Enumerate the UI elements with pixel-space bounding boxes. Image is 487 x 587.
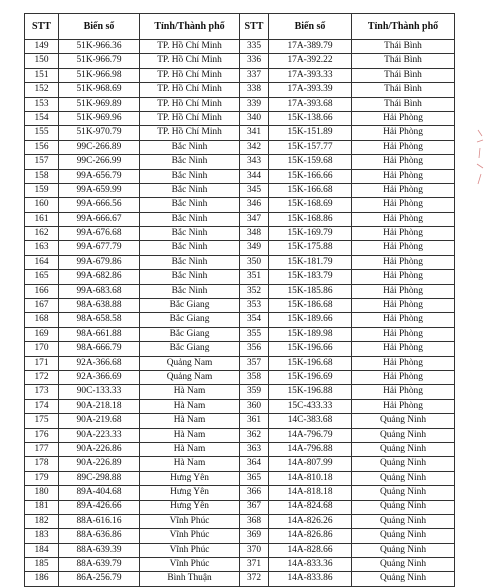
cell-plate-right: 17A-393.68 [269,97,352,111]
cell-province-left: Bắc Giang [140,342,240,356]
cell-stt-left: 155 [25,126,59,140]
cell-plate-right: 14A-826.86 [269,529,352,543]
cell-province-left: Vĩnh Phúc [140,558,240,572]
cell-plate-right: 14A-833.36 [269,558,352,572]
cell-province-right: Thái Bình [352,83,455,97]
cell-province-left: Hà Nam [140,399,240,413]
cell-plate-right: 15K-166.68 [269,183,352,197]
cell-stt-left: 182 [25,514,59,528]
cell-province-right: Hải Phòng [352,327,455,341]
table-row [25,255,455,269]
table-row [25,414,455,428]
cell-stt-right: 359 [240,385,269,399]
cell-stt-left: 162 [25,227,59,241]
header-plate-left: Biển số [59,14,140,40]
cell-plate-right: 14A-796.88 [269,442,352,456]
cell-plate-left: 99C-266.89 [59,140,140,154]
cell-stt-right: 341 [240,126,269,140]
cell-stt-right: 371 [240,558,269,572]
cell-province-right: Hải Phòng [352,140,455,154]
cell-stt-right: 337 [240,68,269,82]
header-plate-right: Biển số [269,14,352,40]
cell-stt-right: 335 [240,40,269,54]
cell-province-left: Hà Nam [140,414,240,428]
cell-province-right: Quảng Ninh [352,514,455,528]
cell-plate-left: 86A-256.79 [59,572,140,586]
cell-plate-right: 14A-826.26 [269,514,352,528]
cell-stt-right: 366 [240,486,269,500]
table-row [25,500,455,514]
cell-plate-left: 88A-639.79 [59,558,140,572]
cell-province-right: Hải Phòng [352,169,455,183]
table-row [25,111,455,125]
cell-plate-right: 14C-383.68 [269,414,352,428]
cell-plate-left: 99A-682.86 [59,270,140,284]
cell-stt-left: 183 [25,529,59,543]
cell-stt-right: 339 [240,97,269,111]
cell-province-left: Vĩnh Phúc [140,543,240,557]
table-row [25,299,455,313]
cell-stt-left: 153 [25,97,59,111]
cell-stt-right: 363 [240,442,269,456]
cell-stt-right: 362 [240,428,269,442]
cell-province-left: Bắc Ninh [140,198,240,212]
cell-province-left: TP. Hồ Chí Minh [140,54,240,68]
cell-province-left: Bắc Ninh [140,169,240,183]
cell-stt-right: 357 [240,356,269,370]
cell-stt-left: 166 [25,284,59,298]
cell-plate-left: 99A-679.86 [59,255,140,269]
cell-stt-right: 342 [240,140,269,154]
cell-province-right: Quảng Ninh [352,558,455,572]
cell-plate-right: 15K-196.69 [269,370,352,384]
table-row [25,140,455,154]
cell-stt-right: 336 [240,54,269,68]
cell-stt-right: 364 [240,457,269,471]
cell-plate-right: 15K-157.77 [269,140,352,154]
cell-plate-right: 15K-183.79 [269,270,352,284]
cell-province-right: Thái Bình [352,97,455,111]
cell-plate-right: 15K-151.89 [269,126,352,140]
header-stt-right: STT [240,14,269,40]
cell-province-right: Hải Phòng [352,370,455,384]
cell-plate-left: 51K-966.79 [59,54,140,68]
cell-province-right: Hải Phòng [352,111,455,125]
cell-province-right: Hải Phòng [352,313,455,327]
cell-province-left: TP. Hồ Chí Minh [140,111,240,125]
cell-plate-left: 90C-133.33 [59,385,140,399]
cell-province-right: Quảng Ninh [352,486,455,500]
table-row [25,241,455,255]
cell-plate-right: 15K-185.86 [269,284,352,298]
cell-province-left: Hưng Yên [140,500,240,514]
cell-stt-left: 161 [25,212,59,226]
table-row [25,356,455,370]
cell-plate-left: 99A-683.68 [59,284,140,298]
cell-plate-right: 17A-389.79 [269,40,352,54]
table-row [25,270,455,284]
cell-province-left: Hưng Yên [140,471,240,485]
table-row [25,169,455,183]
table-row [25,183,455,197]
cell-plate-left: 90A-218.18 [59,399,140,413]
cell-province-left: Bắc Ninh [140,270,240,284]
cell-province-right: Quảng Ninh [352,457,455,471]
cell-province-right: Hải Phòng [352,227,455,241]
cell-province-left: Vĩnh Phúc [140,514,240,528]
cell-plate-right: 15K-186.68 [269,299,352,313]
cell-stt-right: 361 [240,414,269,428]
cell-province-left: Bắc Giang [140,313,240,327]
cell-plate-right: 14A-833.86 [269,572,352,586]
cell-province-right: Hải Phòng [352,183,455,197]
cell-plate-right: 15K-138.66 [269,111,352,125]
cell-plate-left: 90A-219.68 [59,414,140,428]
cell-plate-left: 88A-616.16 [59,514,140,528]
cell-stt-right: 338 [240,83,269,97]
cell-province-right: Quảng Ninh [352,428,455,442]
cell-plate-right: 15K-168.69 [269,198,352,212]
table-row [25,327,455,341]
cell-plate-right: 15K-196.88 [269,385,352,399]
cell-stt-left: 151 [25,68,59,82]
cell-plate-left: 51K-968.69 [59,83,140,97]
cell-plate-right: 15K-189.66 [269,313,352,327]
table-row [25,370,455,384]
header-province-left: Tỉnh/Thành phố [140,14,240,40]
table-row [25,83,455,97]
cell-province-right: Hải Phòng [352,255,455,269]
table-row [25,198,455,212]
cell-province-right: Hải Phòng [352,356,455,370]
cell-plate-left: 99A-677.79 [59,241,140,255]
cell-stt-left: 168 [25,313,59,327]
cell-stt-left: 169 [25,327,59,341]
cell-province-left: Bắc Giang [140,299,240,313]
cell-stt-right: 346 [240,198,269,212]
cell-plate-right: 15K-189.98 [269,327,352,341]
cell-plate-left: 92A-366.68 [59,356,140,370]
cell-stt-right: 354 [240,313,269,327]
table-row [25,457,455,471]
cell-stt-left: 178 [25,457,59,471]
table-row [25,155,455,169]
cell-stt-left: 149 [25,40,59,54]
cell-plate-left: 99A-666.67 [59,212,140,226]
cell-stt-left: 172 [25,370,59,384]
cell-plate-right: 15K-159.68 [269,155,352,169]
table-row [25,529,455,543]
cell-province-right: Hải Phòng [352,241,455,255]
cell-province-left: Bắc Ninh [140,227,240,241]
cell-plate-right: 14A-818.18 [269,486,352,500]
cell-stt-right: 372 [240,572,269,586]
cell-plate-left: 51K-970.79 [59,126,140,140]
cell-province-right: Hải Phòng [352,198,455,212]
cell-stt-right: 350 [240,255,269,269]
cell-plate-left: 99A-666.56 [59,198,140,212]
cell-province-left: Hà Nam [140,428,240,442]
header-row [25,14,455,40]
cell-plate-left: 88A-636.86 [59,529,140,543]
table-row [25,284,455,298]
cell-stt-left: 158 [25,169,59,183]
cell-plate-left: 99A-676.68 [59,227,140,241]
cell-plate-left: 99A-659.99 [59,183,140,197]
cell-plate-left: 92A-366.69 [59,370,140,384]
table-row [25,126,455,140]
cell-stt-left: 164 [25,255,59,269]
cell-stt-left: 150 [25,54,59,68]
cell-plate-left: 90A-223.33 [59,428,140,442]
cell-province-right: Hải Phòng [352,385,455,399]
cell-plate-right: 15K-181.79 [269,255,352,269]
cell-plate-right: 14A-828.66 [269,543,352,557]
cell-province-right: Thái Bình [352,54,455,68]
cell-stt-right: 365 [240,471,269,485]
cell-province-left: Hưng Yên [140,486,240,500]
cell-stt-left: 163 [25,241,59,255]
cell-province-right: Thái Bình [352,68,455,82]
cell-plate-left: 98A-638.88 [59,299,140,313]
cell-stt-left: 159 [25,183,59,197]
cell-plate-right: 15K-196.68 [269,356,352,370]
cell-stt-left: 173 [25,385,59,399]
cell-stt-right: 352 [240,284,269,298]
table-row [25,514,455,528]
cell-plate-right: 15K-168.86 [269,212,352,226]
cell-stt-left: 154 [25,111,59,125]
cell-province-left: TP. Hồ Chí Minh [140,40,240,54]
table-body [25,40,455,587]
cell-province-left: Bắc Ninh [140,241,240,255]
cell-stt-left: 177 [25,442,59,456]
cell-stt-right: 344 [240,169,269,183]
cell-stt-right: 345 [240,183,269,197]
cell-plate-left: 51K-966.98 [59,68,140,82]
table-header [25,14,455,40]
cell-plate-left: 98A-661.88 [59,327,140,341]
cell-province-left: Bắc Ninh [140,155,240,169]
cell-stt-left: 175 [25,414,59,428]
cell-stt-right: 353 [240,299,269,313]
cell-province-right: Thái Bình [352,40,455,54]
cell-plate-left: 89A-426.66 [59,500,140,514]
cell-stt-right: 360 [240,399,269,413]
cell-stt-right: 369 [240,529,269,543]
table-row [25,54,455,68]
cell-province-left: Hà Nam [140,442,240,456]
header-stt-left: STT [25,14,59,40]
cell-plate-right: 14A-796.79 [269,428,352,442]
cell-plate-right: 15K-166.66 [269,169,352,183]
cell-stt-left: 170 [25,342,59,356]
cell-plate-right: 14A-807.99 [269,457,352,471]
table-row [25,385,455,399]
cell-stt-left: 152 [25,83,59,97]
cell-province-left: Bắc Giang [140,327,240,341]
cell-plate-right: 14A-810.18 [269,471,352,485]
cell-plate-left: 90A-226.89 [59,457,140,471]
cell-province-left: Bắc Ninh [140,140,240,154]
cell-plate-left: 88A-639.39 [59,543,140,557]
cell-province-right: Hải Phòng [352,155,455,169]
cell-plate-left: 51K-969.89 [59,97,140,111]
cell-stt-left: 179 [25,471,59,485]
cell-province-left: TP. Hồ Chí Minh [140,97,240,111]
cell-stt-right: 347 [240,212,269,226]
cell-province-right: Quảng Ninh [352,414,455,428]
table-row [25,227,455,241]
table-row [25,442,455,456]
cell-province-left: Bắc Ninh [140,284,240,298]
cell-province-right: Quảng Ninh [352,572,455,586]
cell-stt-left: 185 [25,558,59,572]
cell-stt-right: 367 [240,500,269,514]
cell-plate-right: 17A-393.39 [269,83,352,97]
cell-stt-right: 368 [240,514,269,528]
cell-province-left: Vĩnh Phúc [140,529,240,543]
table-row [25,212,455,226]
cell-province-right: Hải Phòng [352,270,455,284]
table-row [25,97,455,111]
cell-stt-left: 176 [25,428,59,442]
cell-plate-left: 89A-404.68 [59,486,140,500]
header-province-right: Tỉnh/Thành phố [352,14,455,40]
cell-stt-left: 184 [25,543,59,557]
cell-stt-left: 165 [25,270,59,284]
cell-province-left: Bình Thuận [140,572,240,586]
cell-plate-right: 15K-196.66 [269,342,352,356]
handwritten-margin-mark [475,128,485,188]
cell-stt-right: 349 [240,241,269,255]
cell-province-right: Quảng Ninh [352,442,455,456]
cell-province-right: Hải Phòng [352,284,455,298]
table-row [25,572,455,586]
table-row [25,342,455,356]
cell-province-left: TP. Hồ Chí Minh [140,126,240,140]
cell-province-left: Bắc Ninh [140,255,240,269]
cell-stt-right: 348 [240,227,269,241]
cell-plate-right: 15C-433.33 [269,399,352,413]
cell-stt-right: 355 [240,327,269,341]
cell-stt-right: 340 [240,111,269,125]
cell-province-right: Quảng Ninh [352,543,455,557]
cell-province-left: Quảng Nam [140,370,240,384]
license-plate-table [24,13,455,587]
cell-stt-left: 167 [25,299,59,313]
table-row [25,40,455,54]
cell-province-left: Hà Nam [140,385,240,399]
cell-stt-left: 171 [25,356,59,370]
cell-stt-left: 157 [25,155,59,169]
cell-stt-right: 351 [240,270,269,284]
cell-plate-left: 89C-298.88 [59,471,140,485]
cell-stt-left: 181 [25,500,59,514]
table-row [25,399,455,413]
cell-stt-left: 186 [25,572,59,586]
cell-province-right: Quảng Ninh [352,500,455,514]
cell-stt-right: 343 [240,155,269,169]
table-row [25,471,455,485]
cell-province-right: Hải Phòng [352,126,455,140]
cell-plate-left: 99A-656.79 [59,169,140,183]
cell-plate-left: 98A-666.79 [59,342,140,356]
cell-plate-left: 90A-226.86 [59,442,140,456]
cell-plate-left: 98A-658.58 [59,313,140,327]
cell-province-right: Quảng Ninh [352,529,455,543]
cell-stt-left: 180 [25,486,59,500]
cell-plate-right: 15K-175.88 [269,241,352,255]
table-row [25,313,455,327]
cell-plate-right: 17A-393.33 [269,68,352,82]
cell-province-right: Hải Phòng [352,342,455,356]
cell-province-right: Hải Phòng [352,299,455,313]
cell-plate-right: 17A-392.22 [269,54,352,68]
cell-province-left: Hà Nam [140,457,240,471]
cell-plate-right: 14A-824.68 [269,500,352,514]
cell-province-left: TP. Hồ Chí Minh [140,68,240,82]
cell-stt-left: 174 [25,399,59,413]
cell-stt-left: 156 [25,140,59,154]
cell-plate-left: 51K-966.36 [59,40,140,54]
cell-plate-right: 15K-169.79 [269,227,352,241]
cell-province-left: Bắc Ninh [140,183,240,197]
cell-province-left: Bắc Ninh [140,212,240,226]
cell-plate-left: 99C-266.99 [59,155,140,169]
cell-province-right: Hải Phòng [352,212,455,226]
cell-stt-right: 358 [240,370,269,384]
cell-province-right: Hải Phòng [352,399,455,413]
cell-province-left: Quảng Nam [140,356,240,370]
cell-stt-right: 356 [240,342,269,356]
cell-province-right: Quảng Ninh [352,471,455,485]
cell-stt-left: 160 [25,198,59,212]
table-row [25,486,455,500]
table-row [25,428,455,442]
table-row [25,558,455,572]
table-row [25,543,455,557]
cell-plate-left: 51K-969.96 [59,111,140,125]
cell-stt-right: 370 [240,543,269,557]
table-row [25,68,455,82]
cell-province-left: TP. Hồ Chí Minh [140,83,240,97]
